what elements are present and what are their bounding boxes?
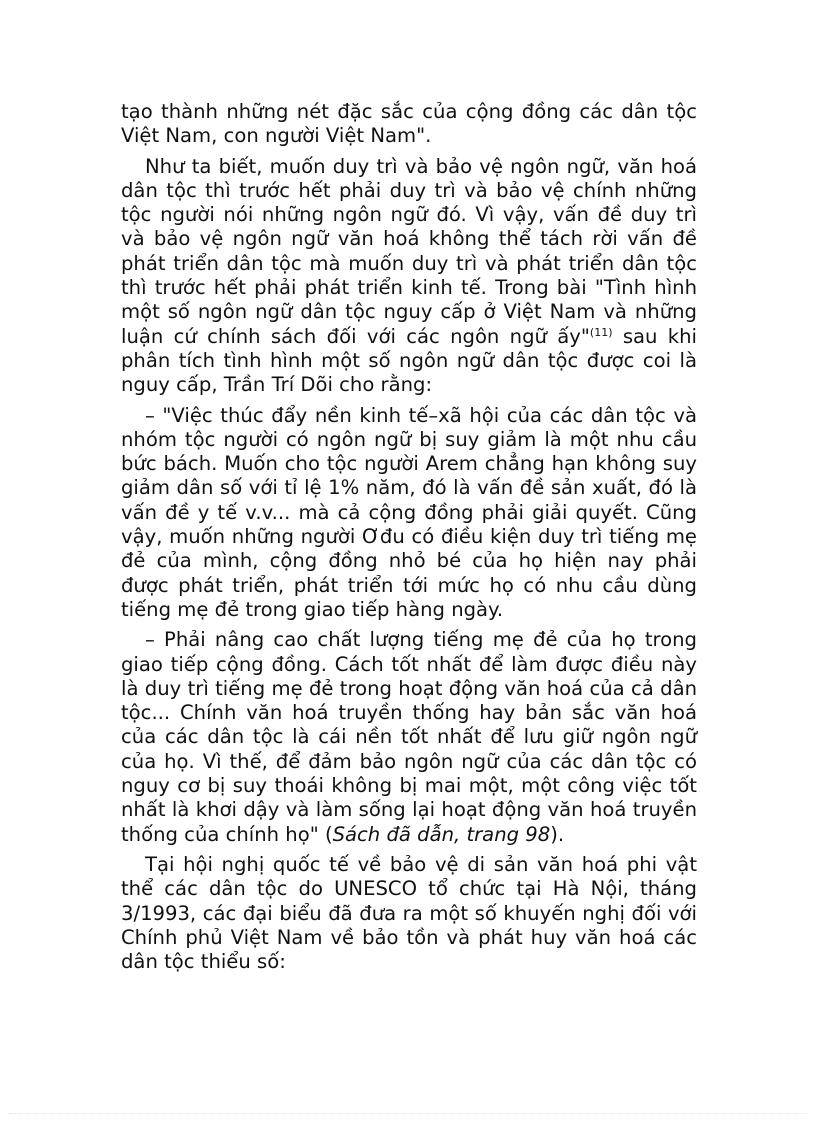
paragraph-unesco: Tại hội nghị quốc tế về bảo vệ di sản văn hoá phi vật thể các dân tộc do UNESCO tổ chức tại Hà Nội, tháng 3/1993, các đại biểu đã đưa ra một số khuyến nghị đối với Chính phủ Việt Nam về bảo tồn và phát huy văn hoá các dân tộc thiểu số: [121, 852, 697, 974]
paragraph-continuation: tạo thành những nét đặc sắc của cộng đồng các dân tộc Việt Nam, con người Việt Nam". [121, 100, 697, 148]
page-bottom-border [10, 1113, 806, 1114]
quote-paragraph-2-end: ). [550, 822, 565, 846]
citation-source: Sách đã dẫn, trang 98 [332, 822, 551, 846]
quote-paragraph-2 [121, 628, 697, 847]
quote-paragraph-2-text: – Phải nâng cao chất lượng tiếng mẹ đẻ của họ trong giao tiếp cộng đồng. Cách tốt nhất để làm được điều này là duy trì tiếng mẹ đẻ trong hoạt động văn hoá của cả dân tộc... Chính văn hoá truyền thống hay bản sắc văn hoá của các dân tộc là cái nền tốt nhất để lưu giữ ngôn ngữ của họ. Vì thế, để đảm bảo ngôn ngữ của các dân tộc có nguy cơ bị suy thoái không bị mai một, một công việc tốt nhất là khơi dậy và làm sống lại hoạt động văn hoá truyền thống của chính họ" ( [121, 628, 697, 846]
quote-paragraph-1: – "Việc thúc đẩy nền kinh tế–xã hội của các dân tộc và nhóm tộc người có ngôn ngữ bị suy giảm là một nhu cầu bức bách. Muốn cho tộc người Arem chẳng hạn không suy giảm dân số với tỉ lệ 1% năm, đó là vấn đề sản xuất, đó là vấn đề y tế v.v... mà cả cộng đồng phải giải quyết. Cũng vậy, muốn những người Ơđu có điều kiện duy trì tiếng mẹ đẻ của mình, cộng đồng nhỏ bé của họ hiện nay phải được phát triển, phát triển tới mức họ có nhu cầu dùng tiếng mẹ đẻ trong giao tiếp hàng ngày. [121, 403, 697, 621]
footnote-reference: (11) [589, 325, 613, 339]
paragraph-intro [121, 155, 697, 398]
paragraph-intro-text-end: sau khi phân tích tình hình một số ngôn ngữ dân tộc được coi là nguy cấp, Trần Trí Dõi cho rằng: [121, 324, 697, 397]
document-page [121, 100, 697, 980]
paragraph-intro-text: Như ta biết, muốn duy trì và bảo vệ ngôn ngữ, văn hoá dân tộc thì trước hết phải duy trì và bảo vệ chính những tộc người nói những ngôn ngữ đó. Vì vậy, vấn đề duy trì và bảo vệ ngôn ngữ văn hoá không thể tách rời vấn đề phát triển dân tộc mà muốn duy trì và phát triển dân tộc thì trước hết phải phát triển kinh tế. Trong bài "Tình hình một số ngôn ngữ dân tộc nguy cấp ở Việt Nam và những luận cứ chính sách đối với các ngôn ngữ ấy" [121, 154, 697, 348]
